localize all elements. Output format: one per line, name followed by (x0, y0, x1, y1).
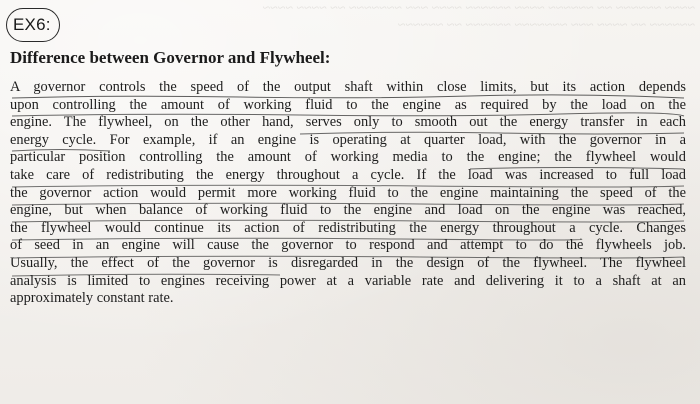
exercise-label: EX6: (13, 15, 51, 34)
paragraph-line: particular position controlling the amount of working media to the engine; the flywheel would (10, 149, 686, 166)
paragraph-line: of seed in an engine will cause the governor to respond and attempt to do the flywheels job. (10, 237, 686, 254)
paragraph-line: analysis is limited to engines receiving power at a variable rate and delivering it to a shaft at an (10, 272, 686, 289)
paragraph-line: take care of redistributing the energy throughout a cycle. If the load was increased to full load (10, 166, 686, 183)
paragraph-line: the governor action would permit more working fluid to the engine maintaining the speed of the (10, 184, 686, 201)
section-title: Difference between Governor and Flywheel: (10, 48, 331, 67)
paragraph-line: energy cycle. For example, if an engine is operating at quarter load, with the governor in a (10, 131, 686, 148)
paragraph-line: engine, but when balance of working fluid to the engine and load on the engine was reached, (10, 202, 686, 219)
explanation-paragraph (10, 79, 686, 308)
bleed-through-shadow: ~~~~ ~~~~~~ ~~ ~~~~~~ ~~~~ ~~~~~~ ~~~~ ~~~ ~~~~~~~ ~~ ~~~~ ~~~~ ~~~~~~ ~~ ~~~~ ~~~ ~~~~~~~ ~~~~~~ ~~ ~~~~~~ (262, 1, 695, 33)
paragraph-line: engine. The flywheel, on the other hand, serves only to smooth out the energy transfer in each (10, 114, 686, 131)
paragraph-line: upon controlling the amount of working fluid to the engine as required by the load on the (10, 96, 686, 113)
paragraph-line: the flywheel would continue its action of redistributing the energy throughout a cycle. Changes (10, 219, 686, 236)
paragraph-line: Usually, the effect of the governor is disregarded in the design of the flywheel. The flywheel (10, 254, 686, 271)
paragraph-line: approximately constant rate. (10, 290, 174, 307)
paragraph-line: A governor controls the speed of the output shaft within close limits, but its action depends (10, 79, 686, 95)
